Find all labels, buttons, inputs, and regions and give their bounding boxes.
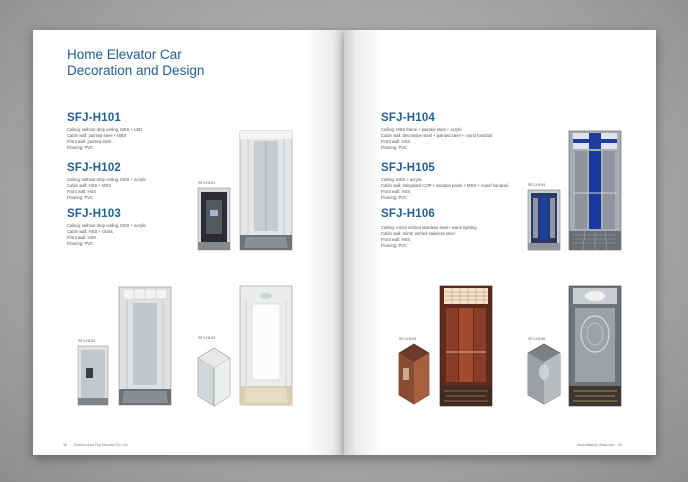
- model-specs-h104: [381, 127, 492, 151]
- right-page: [344, 30, 656, 455]
- elevator-exterior-h104: [528, 190, 560, 250]
- spec-line: Cabin wall: painted steel + MSS: [67, 133, 127, 138]
- spec-line: Ceiling: without drop ceiling, MSS + acrylic: [67, 177, 147, 182]
- elevator-exterior-h103: [198, 348, 230, 406]
- elevator-interior-h102: [119, 287, 171, 405]
- footer-page-number: 19: [618, 443, 622, 447]
- spec-line: Ceiling: MSS + acrylic: [381, 177, 422, 182]
- model-specs-h106: [381, 225, 477, 249]
- spec-line: Flooring: PVC: [67, 195, 94, 200]
- caption-h106: SFJ-H106: [528, 337, 546, 341]
- model-code-h104: SFJ-H104: [381, 112, 436, 124]
- model-code-h101: SFJ-H101: [67, 112, 122, 124]
- spec-line: Cabin wall: HSS + MSS: [67, 183, 112, 188]
- model-specs-h103: [67, 223, 146, 247]
- caption-h103: SFJ-H103: [198, 336, 216, 340]
- spec-line: Flooring: PVC: [381, 145, 408, 150]
- spec-line: Front wall: HSS: [67, 189, 97, 194]
- model-specs-h102: [67, 177, 146, 201]
- spec-line: Ceiling: without drop ceiling, MSS + acrylic: [67, 223, 147, 228]
- elevator-exterior-h105: [399, 344, 429, 404]
- spec-line: Flooring: PVC: [67, 241, 94, 246]
- page-title-line-2: Decoration and Design: [67, 63, 205, 78]
- spec-line: Front wall: HSS: [381, 237, 411, 242]
- model-specs-h105: [381, 177, 508, 201]
- elevator-interior-h105: [440, 286, 492, 406]
- spec-line: Flooring: PVC: [381, 195, 408, 200]
- elevator-exterior-h106: [528, 344, 560, 404]
- elevator-exterior-h101: [198, 188, 230, 250]
- spec-line: Cabin wall: integrated COP + wooden panel + MSS + round handrail: [381, 183, 508, 188]
- elevator-interior-h104: [569, 131, 621, 250]
- elevator-interior-h101: [240, 131, 292, 250]
- model-code-h105: SFJ-H105: [381, 162, 436, 174]
- model-code-h103: SFJ-H103: [67, 208, 122, 220]
- page-title: [67, 47, 204, 79]
- spec-line: Ceiling: without drop ceiling, MSS + LED: [67, 127, 143, 132]
- spec-line: Front wall: HSS: [381, 139, 411, 144]
- spec-line: Cabin wall: mirror etched stainless steel: [381, 231, 455, 236]
- spec-line: Front wall: HSS: [67, 235, 97, 240]
- spec-line: Flooring: PVC: [381, 243, 408, 248]
- model-code-h102: SFJ-H102: [67, 162, 122, 174]
- spec-line: Front wall: HSS: [381, 189, 411, 194]
- page-title-line-1: Home Elevator Car: [67, 47, 182, 62]
- spec-line: Flooring: PVC: [67, 145, 94, 150]
- spec-line: Cabin wall: HSS + Glass: [67, 229, 113, 234]
- footer-company: Suzhou Asia Fuji Elevator Co.,Ltd.: [74, 443, 129, 447]
- spec-line: Ceiling: MSS frame + painted steel + acrylic: [381, 127, 463, 132]
- elevator-exterior-h102: [78, 346, 108, 405]
- caption-h102: SFJ-H102: [78, 339, 96, 343]
- model-specs-h101: [67, 127, 142, 151]
- model-code-h106: SFJ-H106: [381, 208, 436, 220]
- footer-page-number: 38: [63, 443, 67, 447]
- spec-line: Front wall: painted steel: [67, 139, 112, 144]
- elevator-interior-h106: [569, 286, 621, 406]
- elevator-interior-h103: [240, 286, 292, 405]
- spec-line: Ceiling: mirror etched stainless steel+ warm lighting: [381, 225, 477, 230]
- caption-h105: SFJ-H105: [399, 337, 417, 341]
- caption-h101: SFJ-H101: [198, 181, 216, 185]
- left-page: [33, 30, 344, 455]
- footer-url: www.asiafuji-china.com: [577, 443, 615, 447]
- caption-h104: SFJ-H104: [528, 183, 546, 187]
- spec-line: Cabin wall: decorative steel + painted steel + round handrail: [381, 133, 493, 138]
